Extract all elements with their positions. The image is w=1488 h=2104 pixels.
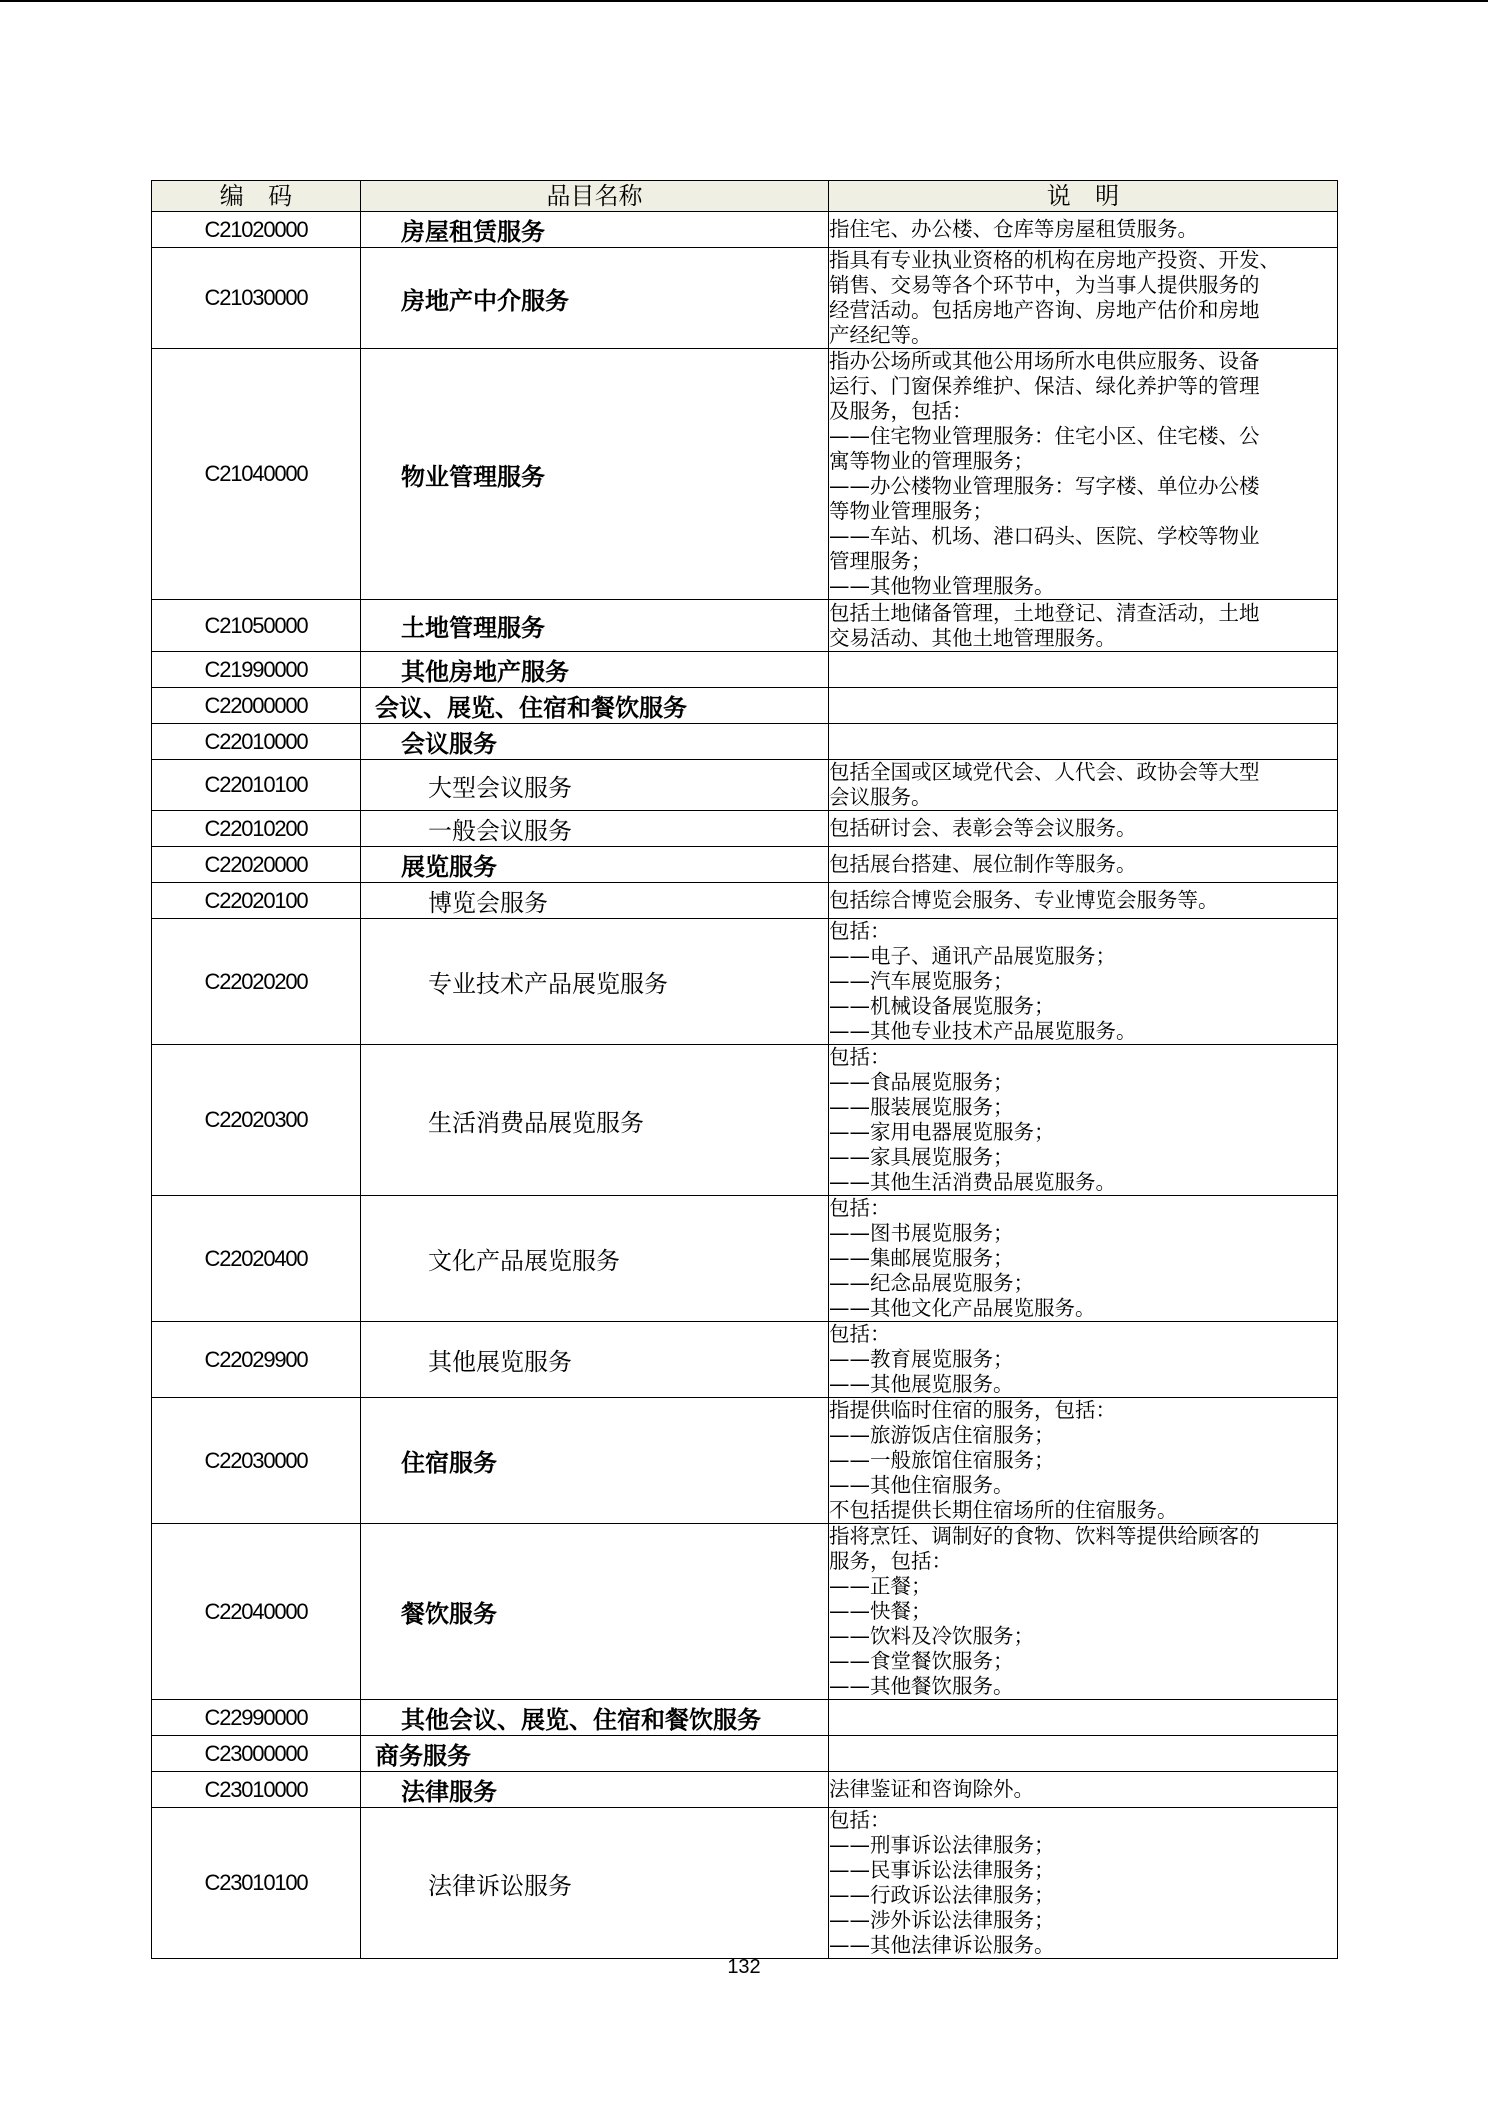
item-description: [829, 1736, 1338, 1772]
item-name: 住宿服务: [361, 1398, 829, 1524]
item-description: [829, 1398, 1338, 1524]
item-description: [829, 1808, 1338, 1959]
item-description: [829, 1045, 1338, 1196]
table-row: [152, 760, 1338, 811]
description-line: 销售、交易等各个环节中，为当事人提供服务的: [829, 273, 1260, 297]
description-line: 及服务，包括：: [829, 399, 973, 423]
description-line: 包括展台搭建、展位制作等服务。: [829, 852, 1137, 876]
description-line: 管理服务；: [829, 549, 932, 573]
description-line: 等物业管理服务；: [829, 499, 993, 523]
description-line: ——旅游饭店住宿服务；: [829, 1423, 1055, 1447]
item-code: C22020000: [152, 847, 361, 883]
description-line: ——其他展览服务。: [829, 1372, 1014, 1396]
item-description: [829, 600, 1338, 652]
item-name: 商务服务: [361, 1736, 829, 1772]
description-line: ——民事诉讼法律服务；: [829, 1858, 1055, 1882]
item-description: [829, 212, 1338, 248]
item-code: C22029900: [152, 1322, 361, 1398]
description-line: 包括：: [829, 1196, 891, 1220]
item-description: [829, 1524, 1338, 1700]
item-description: [829, 349, 1338, 600]
item-description: [829, 1196, 1338, 1322]
table-row: [152, 688, 1338, 724]
item-name: 专业技术产品展览服务: [361, 919, 829, 1045]
table-row: [152, 349, 1338, 600]
item-name: 展览服务: [361, 847, 829, 883]
description-line: ——其他生活消费品展览服务。: [829, 1170, 1116, 1194]
description-line: ——刑事诉讼法律服务；: [829, 1833, 1055, 1857]
description-line: ——服装展览服务；: [829, 1095, 1014, 1119]
item-name: 法律服务: [361, 1772, 829, 1808]
description-line: ——行政诉讼法律服务；: [829, 1883, 1055, 1907]
item-code: C21030000: [152, 248, 361, 349]
item-name: 大型会议服务: [361, 760, 829, 811]
description-line: ——正餐；: [829, 1574, 932, 1598]
description-line: ——其他住宿服务。: [829, 1473, 1014, 1497]
item-code: C21990000: [152, 652, 361, 688]
description-line: 指住宅、办公楼、仓库等房屋租赁服务。: [829, 217, 1198, 241]
item-code: C21040000: [152, 349, 361, 600]
item-code: C22030000: [152, 1398, 361, 1524]
item-description: [829, 883, 1338, 919]
item-name: 博览会服务: [361, 883, 829, 919]
description-line: 包括土地储备管理，土地登记、清查活动，土地: [829, 600, 1260, 625]
table-row: [152, 811, 1338, 847]
item-code: C23000000: [152, 1736, 361, 1772]
item-description: [829, 688, 1338, 724]
table-row: [152, 1736, 1338, 1772]
description-line: ——其他文化产品展览服务。: [829, 1296, 1096, 1320]
catalog-table: [151, 180, 1338, 1959]
description-line: 法律鉴证和咨询除外。: [829, 1777, 1034, 1801]
description-line: 经营活动。包括房地产咨询、房地产估价和房地: [829, 298, 1260, 322]
description-line: 指将烹饪、调制好的食物、饮料等提供给顾客的: [829, 1524, 1260, 1548]
header-desc: 说 明: [829, 181, 1338, 212]
table-body: [152, 212, 1338, 1959]
description-line: 包括综合博览会服务、专业博览会服务等。: [829, 888, 1219, 912]
page-number: 132: [727, 1956, 761, 1978]
description-line: ——机械设备展览服务；: [829, 994, 1055, 1018]
item-code: C22020100: [152, 883, 361, 919]
item-name: 法律诉讼服务: [361, 1808, 829, 1959]
item-description: [829, 652, 1338, 688]
item-description: [829, 847, 1338, 883]
description-line: 交易活动、其他土地管理服务。: [829, 625, 1116, 650]
table-row: [152, 919, 1338, 1045]
item-name: 会议、展览、住宿和餐饮服务: [361, 688, 829, 724]
item-name: 房屋租赁服务: [361, 212, 829, 248]
table-row: [152, 1045, 1338, 1196]
item-code: C22990000: [152, 1700, 361, 1736]
description-line: 会议服务。: [829, 785, 932, 809]
description-line: ——其他物业管理服务。: [829, 574, 1055, 598]
description-line: ——车站、机场、港口码头、医院、学校等物业: [829, 524, 1260, 548]
item-code: C22010100: [152, 760, 361, 811]
description-line: ——其他法律诉讼服务。: [829, 1933, 1055, 1957]
description-line: 包括：: [829, 1045, 891, 1069]
item-description: [829, 248, 1338, 349]
table-row: [152, 600, 1338, 652]
item-name: 物业管理服务: [361, 349, 829, 600]
description-line: 包括：: [829, 1322, 891, 1346]
item-name: 文化产品展览服务: [361, 1196, 829, 1322]
table-row: [152, 1700, 1338, 1736]
top-border-line: [0, 0, 1488, 2]
item-description: [829, 919, 1338, 1045]
description-line: 指具有专业执业资格的机构在房地产投资、开发、: [829, 248, 1280, 272]
item-code: C22020400: [152, 1196, 361, 1322]
item-description: [829, 1772, 1338, 1808]
description-line: ——其他专业技术产品展览服务。: [829, 1019, 1137, 1043]
item-name: 其他房地产服务: [361, 652, 829, 688]
header-code: 编 码: [152, 181, 361, 212]
item-name: 土地管理服务: [361, 600, 829, 652]
table-row: [152, 1196, 1338, 1322]
table-row: [152, 724, 1338, 760]
item-name: 会议服务: [361, 724, 829, 760]
item-code: C22010200: [152, 811, 361, 847]
description-line: 包括：: [829, 1808, 891, 1832]
table-row: [152, 1808, 1338, 1959]
description-line: 指提供临时住宿的服务，包括：: [829, 1398, 1116, 1422]
table-row: [152, 1322, 1338, 1398]
item-description: [829, 760, 1338, 811]
item-description: [829, 724, 1338, 760]
description-line: 不包括提供长期住宿场所的住宿服务。: [829, 1498, 1178, 1522]
table-row: [152, 847, 1338, 883]
item-description: [829, 1322, 1338, 1398]
description-line: ——涉外诉讼法律服务；: [829, 1908, 1055, 1932]
description-line: ——家具展览服务；: [829, 1145, 1014, 1169]
description-line: ——集邮展览服务；: [829, 1246, 1014, 1270]
table-header-row: [152, 181, 1338, 212]
description-line: 运行、门窗保养维护、保洁、绿化养护等的管理: [829, 374, 1260, 398]
item-name: 其他展览服务: [361, 1322, 829, 1398]
table-row: [152, 1398, 1338, 1524]
item-code: C23010000: [152, 1772, 361, 1808]
description-line: 产经纪等。: [829, 323, 932, 347]
description-line: 包括研讨会、表彰会等会议服务。: [829, 816, 1137, 840]
header-name: 品目名称: [361, 181, 829, 212]
table-row: [152, 652, 1338, 688]
description-line: ——办公楼物业管理服务：写字楼、单位办公楼: [829, 474, 1260, 498]
item-description: [829, 811, 1338, 847]
description-line: ——食堂餐饮服务；: [829, 1649, 1014, 1673]
table-row: [152, 1772, 1338, 1808]
description-line: ——教育展览服务；: [829, 1347, 1014, 1371]
description-line: 寓等物业的管理服务；: [829, 449, 1034, 473]
item-code: C23010100: [152, 1808, 361, 1959]
description-line: 指办公场所或其他公用场所水电供应服务、设备: [829, 349, 1260, 373]
item-name: 生活消费品展览服务: [361, 1045, 829, 1196]
item-code: C22000000: [152, 688, 361, 724]
description-line: 服务，包括：: [829, 1549, 952, 1573]
description-line: ——纪念品展览服务；: [829, 1271, 1034, 1295]
description-line: 包括全国或区域党代会、人代会、政协会等大型: [829, 760, 1260, 784]
description-line: 包括：: [829, 919, 891, 943]
item-code: C21020000: [152, 212, 361, 248]
description-line: ——图书展览服务；: [829, 1221, 1014, 1245]
description-line: ——电子、通讯产品展览服务；: [829, 944, 1116, 968]
description-line: ——其他餐饮服务。: [829, 1674, 1014, 1698]
description-line: ——饮料及冷饮服务；: [829, 1624, 1034, 1648]
description-line: ——一般旅馆住宿服务；: [829, 1448, 1055, 1472]
item-description: [829, 1700, 1338, 1736]
item-name: 房地产中介服务: [361, 248, 829, 349]
table-row: [152, 883, 1338, 919]
table-row: [152, 1524, 1338, 1700]
item-code: C22020300: [152, 1045, 361, 1196]
item-code: C22010000: [152, 724, 361, 760]
item-name: 其他会议、展览、住宿和餐饮服务: [361, 1700, 829, 1736]
item-name: 一般会议服务: [361, 811, 829, 847]
item-code: C22020200: [152, 919, 361, 1045]
item-code: C21050000: [152, 600, 361, 652]
description-line: ——家用电器展览服务；: [829, 1120, 1055, 1144]
description-line: ——快餐；: [829, 1599, 932, 1623]
table-row: [152, 248, 1338, 349]
item-name: 餐饮服务: [361, 1524, 829, 1700]
item-code: C22040000: [152, 1524, 361, 1700]
description-line: ——汽车展览服务；: [829, 969, 1014, 993]
table-row: [152, 212, 1338, 248]
description-line: ——食品展览服务；: [829, 1070, 1014, 1094]
description-line: ——住宅物业管理服务：住宅小区、住宅楼、公: [829, 424, 1260, 448]
